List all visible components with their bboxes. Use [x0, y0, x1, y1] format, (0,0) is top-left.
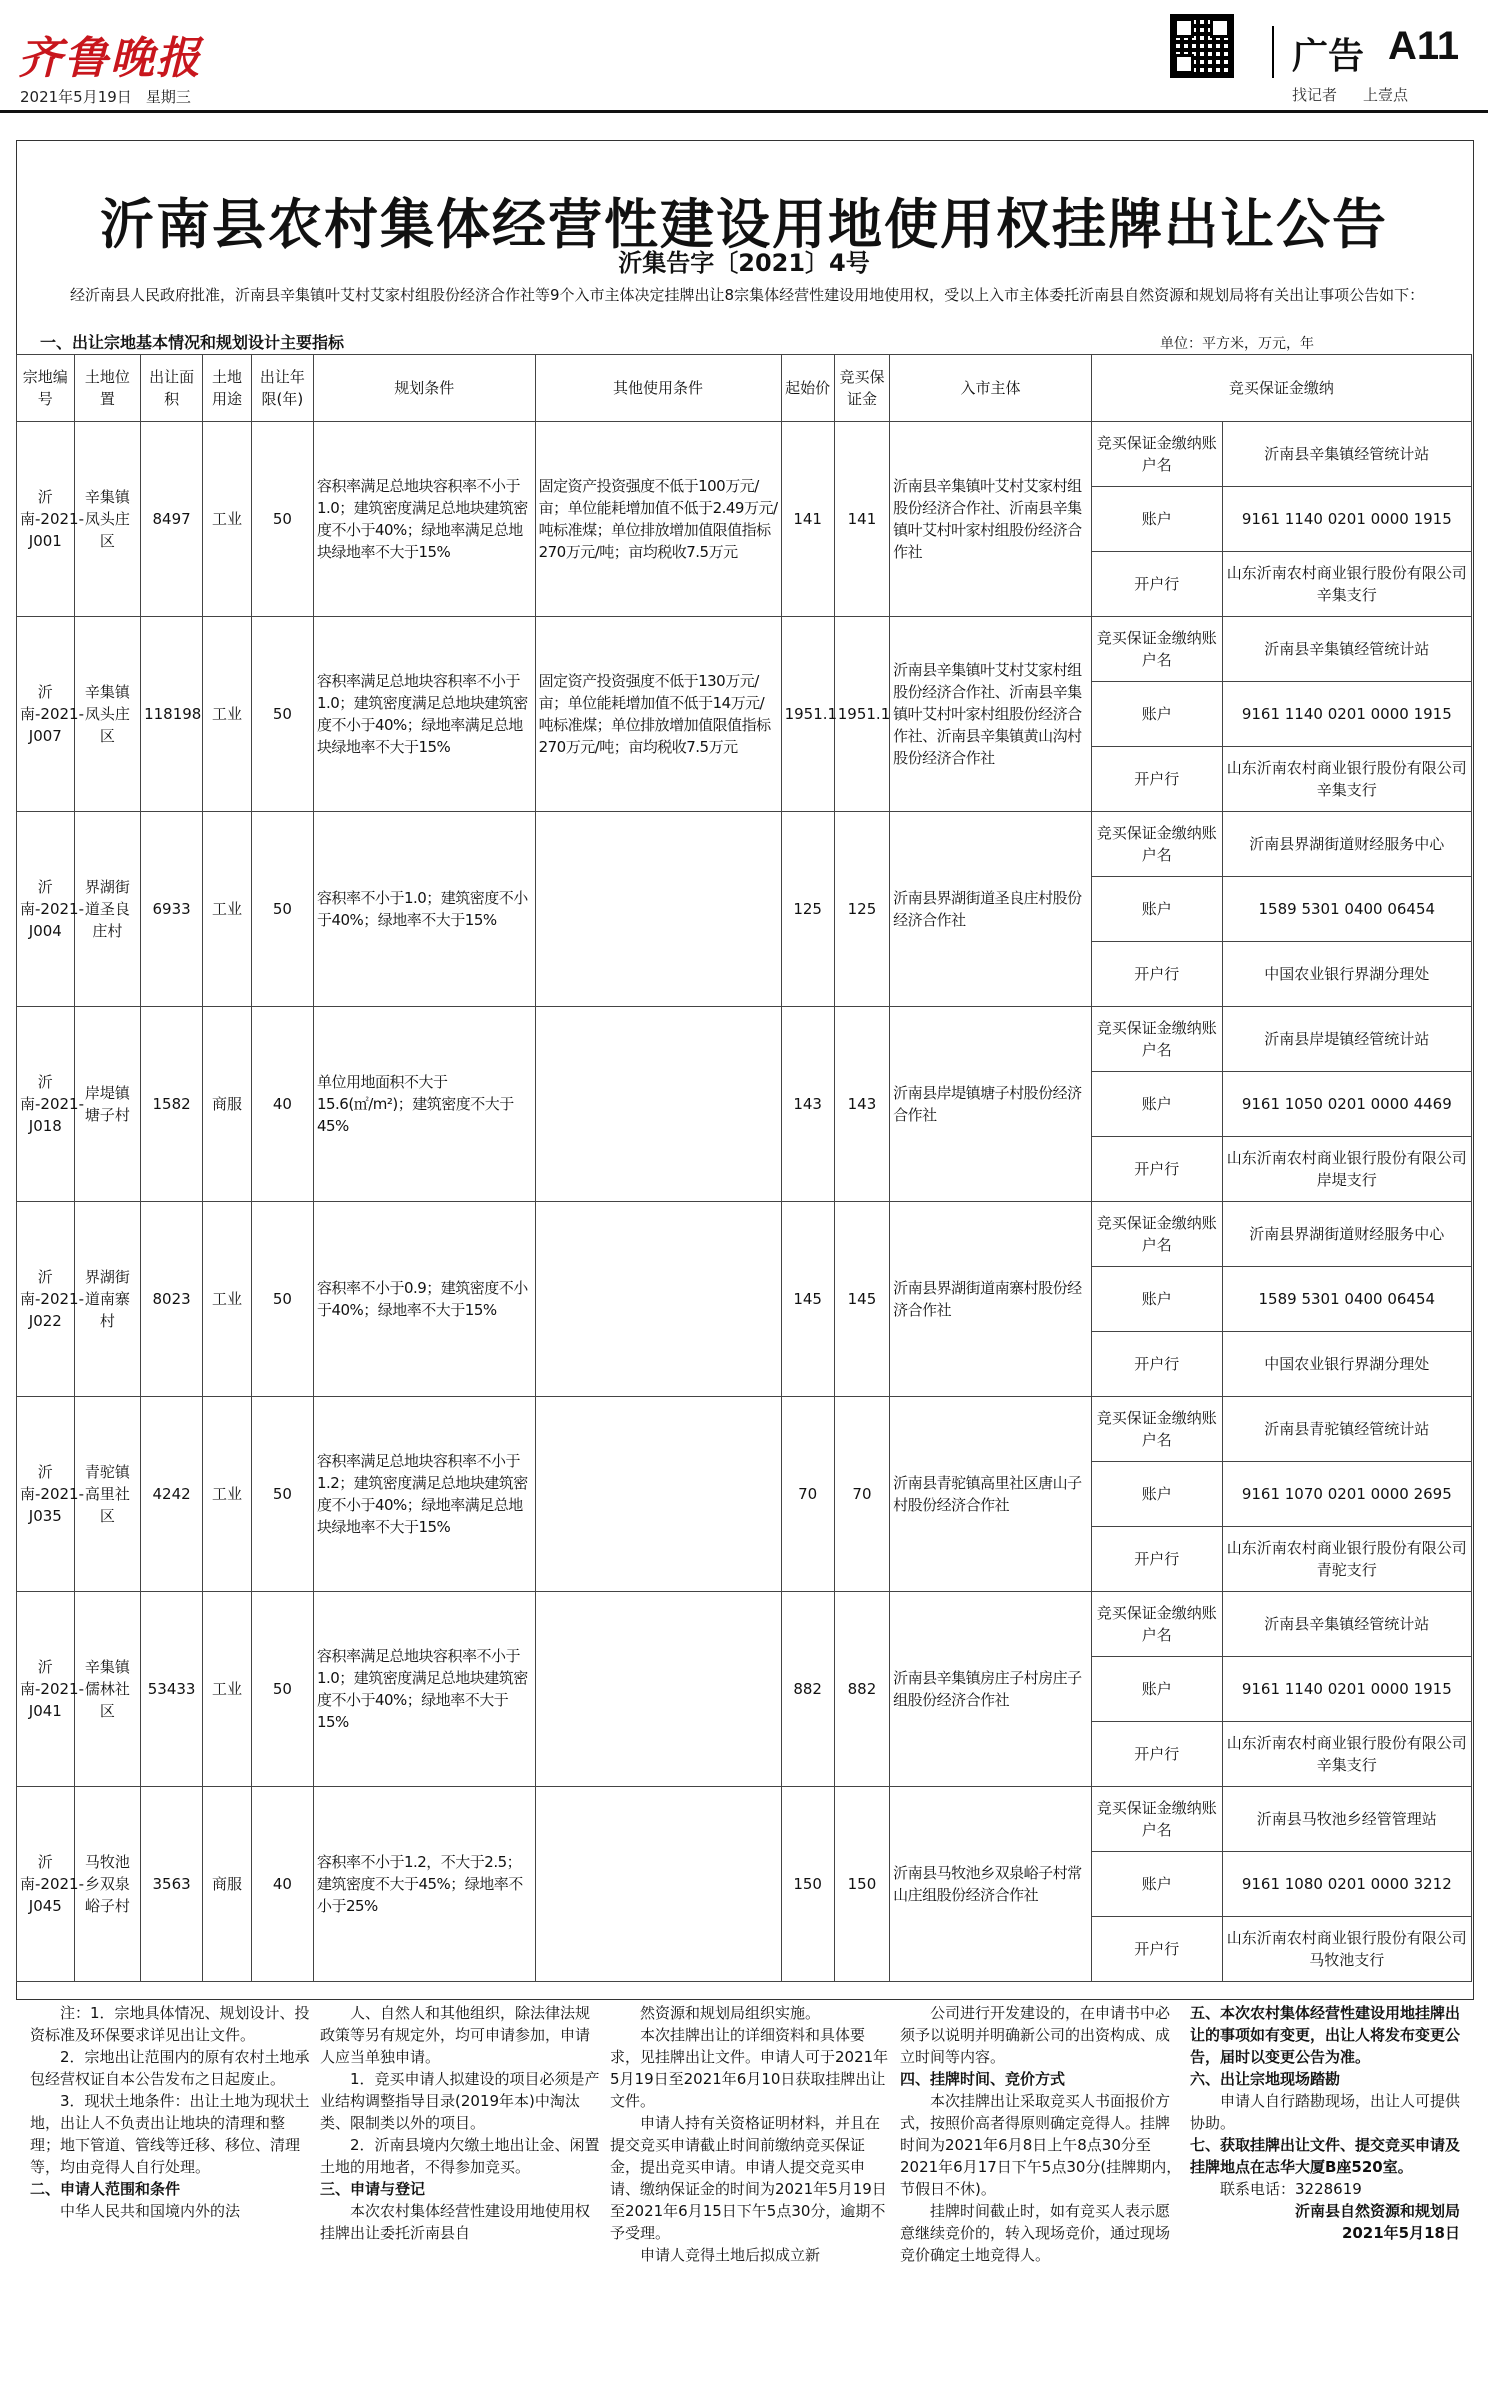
- parcel-area: 8497: [141, 422, 203, 617]
- account-name-label: 竞买保证金缴纳账户名: [1091, 1592, 1222, 1657]
- parcel-use: 工业: [203, 1202, 252, 1397]
- account-name-label: 竞买保证金缴纳账户名: [1091, 1202, 1222, 1267]
- account-number-label: 账户: [1091, 877, 1222, 942]
- bank-name: 山东沂南农村商业银行股份有限公司青驼支行: [1222, 1527, 1471, 1592]
- start-price: 143: [781, 1007, 834, 1202]
- start-price: 1951.1: [781, 617, 834, 812]
- account-name-label: 竞买保证金缴纳账户名: [1091, 422, 1222, 487]
- header-payment: 竞买保证金缴纳: [1091, 355, 1471, 422]
- parcel-term: 50: [251, 1202, 313, 1397]
- parcel-area: 118198: [141, 617, 203, 812]
- other-conditions: 固定资产投资强度不低于100万元/亩；单位能耗增加值不低于2.49万元/吨标准煤；单位排放增加值限值指标270万元/吨；亩均税收7.5万元: [535, 422, 781, 617]
- header-id: 宗地编号: [17, 355, 75, 422]
- account-name: 沂南县辛集镇经管统计站: [1222, 422, 1471, 487]
- parcel-id: 沂南-2021-J001: [17, 422, 75, 617]
- bank-name-label: 开户行: [1091, 1722, 1222, 1787]
- page-number: A11: [1388, 24, 1460, 68]
- planning-conditions: 容积率不小于1.0；建筑密度不小于40%；绿地率不大于15%: [313, 812, 535, 1007]
- planning-conditions: 容积率不小于1.2，不大于2.5；建筑密度不大于45%；绿地率不小于25%: [313, 1787, 535, 1982]
- planning-conditions: 容积率满足总地块容积率不小于1.0；建筑密度满足总地块建筑密度不小于40%；绿地率不大于15%: [313, 1592, 535, 1787]
- notes-paragraph: 中华人民共和国境内外的法: [60, 2202, 241, 2220]
- parcel-id: 沂南-2021-J041: [17, 1592, 75, 1787]
- parcel-area: 4242: [141, 1397, 203, 1592]
- bank-name: 山东沂南农村商业银行股份有限公司辛集支行: [1222, 747, 1471, 812]
- bank-name-label: 开户行: [1091, 552, 1222, 617]
- newspaper-logo: 齐鲁晚报: [18, 33, 202, 84]
- bank-name: 中国农业银行界湖分理处: [1222, 1332, 1471, 1397]
- planning-conditions: 容积率满足总地块容积率不小于1.2；建筑密度满足总地块建筑密度不小于40%；绿地率满足总地块绿地率不大于15%: [313, 1397, 535, 1592]
- parcel-use: 商服: [203, 1007, 252, 1202]
- other-conditions: [535, 812, 781, 1007]
- notice-title: 沂南县农村集体经营性建设用地使用权挂牌出让公告: [100, 193, 1388, 256]
- notes-heading: 五、本次农村集体经营性建设用地挂牌出让的事项如有变更，出让人将发布变更公告，届时以变更公告为准。: [1190, 2004, 1461, 2066]
- header-use: 土地用途: [203, 355, 252, 422]
- market-subject: 沂南县界湖街道圣良庄村股份经济合作社: [890, 812, 1092, 1007]
- account-number: 9161 1140 0201 0000 1915: [1222, 682, 1471, 747]
- account-number-label: 账户: [1091, 682, 1222, 747]
- header-term: 出让年限(年): [251, 355, 313, 422]
- planning-conditions: 容积率不小于0.9；建筑密度不小于40%；绿地率不大于15%: [313, 1202, 535, 1397]
- unit-note: 单位：平方米，万元，年: [1160, 336, 1314, 352]
- section-heading: 一、出让宗地基本情况和规划设计主要指标: [40, 333, 345, 352]
- parcel-id: 沂南-2021-J007: [17, 617, 75, 812]
- notes-column-2: [320, 2002, 602, 2244]
- parcel-area: 1582: [141, 1007, 203, 1202]
- other-conditions: [535, 1202, 781, 1397]
- bank-name: 山东沂南农村商业银行股份有限公司马牧池支行: [1222, 1917, 1471, 1982]
- account-name: 沂南县马牧池乡经管管理站: [1222, 1787, 1471, 1852]
- start-price: 141: [781, 422, 834, 617]
- bank-name-label: 开户行: [1091, 942, 1222, 1007]
- table-row: [17, 1202, 1472, 1267]
- find-reporter-link[interactable]: 找记者: [1292, 86, 1338, 104]
- header-deposit: 竞买保证金: [834, 355, 889, 422]
- deposit-amount: 150: [834, 1787, 889, 1982]
- section-name: 广告: [1292, 36, 1365, 77]
- parcel-location: 辛集镇儒林社区: [74, 1592, 140, 1787]
- account-number-label: 账户: [1091, 1072, 1222, 1137]
- table-row: [17, 1592, 1472, 1657]
- sign-date: 2021年5月18日: [1341, 2224, 1460, 2242]
- account-number-label: 账户: [1091, 1462, 1222, 1527]
- bank-name: 山东沂南农村商业银行股份有限公司辛集支行: [1222, 552, 1471, 617]
- account-name: 沂南县界湖街道财经服务中心: [1222, 1202, 1471, 1267]
- parcel-location: 界湖街道南寨村: [74, 1202, 140, 1397]
- parcel-use: 工业: [203, 1592, 252, 1787]
- account-name-label: 竞买保证金缴纳账户名: [1091, 812, 1222, 877]
- parcel-location: 马牧池乡双泉峪子村: [74, 1787, 140, 1982]
- account-number: 9161 1070 0201 0000 2695: [1222, 1462, 1471, 1527]
- notes-heading: 二、申请人范围和条件: [30, 2180, 181, 2198]
- signature: 沂南县自然资源和规划局: [1294, 2202, 1460, 2220]
- bank-name-label: 开户行: [1091, 1332, 1222, 1397]
- table-row: [17, 422, 1472, 487]
- parcel-area: 53433: [141, 1592, 203, 1787]
- account-name-label: 竞买保证金缴纳账户名: [1091, 1787, 1222, 1852]
- market-subject: 沂南县辛集镇房庄子村房庄子组股份经济合作社: [890, 1592, 1092, 1787]
- notes-paragraph: 2．沂南县境内欠缴土地出让金、闲置土地的用地者，不得参加竞买。: [320, 2136, 600, 2176]
- notes-paragraph: 本次挂牌出让的详细资料和具体要求，见挂牌出让文件。申请人可于2021年5月19日至2021年6月10日获取挂牌出让文件。: [610, 2026, 889, 2110]
- notes-paragraph: 挂牌时间截止时，如有竞买人表示愿意继续竞价的，转入现场竞价，通过现场竞价确定土地竞得人。: [900, 2202, 1171, 2264]
- market-subject: 沂南县马牧池乡双泉峪子村常山庄组股份经济合作社: [890, 1787, 1092, 1982]
- bank-name-label: 开户行: [1091, 747, 1222, 812]
- notes-section: [16, 2002, 1472, 2362]
- table-row: [17, 617, 1472, 682]
- bank-name-label: 开户行: [1091, 1527, 1222, 1592]
- divider: [1272, 26, 1274, 78]
- bank-name: 山东沂南农村商业银行股份有限公司辛集支行: [1222, 1722, 1471, 1787]
- document-number: 沂集告字〔2021〕4号: [618, 249, 870, 277]
- account-name-label: 竞买保证金缴纳账户名: [1091, 617, 1222, 682]
- notes-paragraph: 联系电话：3228619: [1220, 2180, 1362, 2198]
- bank-name-label: 开户行: [1091, 1917, 1222, 1982]
- account-name: 沂南县青驼镇经管统计站: [1222, 1397, 1471, 1462]
- account-number-label: 账户: [1091, 1267, 1222, 1332]
- notes-column-5: [1190, 2002, 1460, 2244]
- other-conditions: 固定资产投资强度不低于130万元/亩；单位能耗增加值不低于14万元/吨标准煤；单位排放增加值限值指标270万元/吨；亩均税收7.5万元: [535, 617, 781, 812]
- planning-conditions: 容积率满足总地块容积率不小于1.0；建筑密度满足总地块建筑密度不小于40%；绿地率满足总地块绿地率不大于15%: [313, 617, 535, 812]
- parcel-id: 沂南-2021-J004: [17, 812, 75, 1007]
- market-subject: 沂南县辛集镇叶艾村艾家村组股份经济合作社、沂南县辛集镇叶艾村叶家村组股份经济合作社: [890, 422, 1092, 617]
- other-conditions: [535, 1787, 781, 1982]
- deposit-amount: 1951.1: [834, 617, 889, 812]
- account-name-label: 竞买保证金缴纳账户名: [1091, 1007, 1222, 1072]
- bank-name: 山东沂南农村商业银行股份有限公司岸堤支行: [1222, 1137, 1471, 1202]
- table-row: [17, 1007, 1472, 1072]
- notes-paragraph: 申请人竞得土地后拟成立新: [640, 2246, 821, 2264]
- parcel-area: 8023: [141, 1202, 203, 1397]
- start-price: 150: [781, 1787, 834, 1982]
- notes-paragraph: 3．现状土地条件：出让土地为现状土地，出让人不负责出让地块的清理和整理；地下管道、管线等迁移、移位、清理等，均由竞得人自行处理。: [30, 2092, 310, 2176]
- parcel-id: 沂南-2021-J035: [17, 1397, 75, 1592]
- account-number-label: 账户: [1091, 1852, 1222, 1917]
- deposit-amount: 141: [834, 422, 889, 617]
- parcel-location: 界湖街道圣良庄村: [74, 812, 140, 1007]
- masthead-rule: [0, 110, 1488, 113]
- account-number-label: 账户: [1091, 487, 1222, 552]
- start-price: 145: [781, 1202, 834, 1397]
- notes-heading: 四、挂牌时间、竞价方式: [900, 2070, 1066, 2088]
- notes-paragraph: 然资源和规划局组织实施。: [640, 2004, 821, 2022]
- masthead-links: [1292, 84, 1434, 105]
- deposit-amount: 143: [834, 1007, 889, 1202]
- bank-name-label: 开户行: [1091, 1137, 1222, 1202]
- notes-heading: 七、获取挂牌出让文件、提交竞买申请及挂牌地点在志华大厦B座520室。: [1190, 2136, 1461, 2176]
- parcel-use: 工业: [203, 812, 252, 1007]
- header-other: 其他使用条件: [535, 355, 781, 422]
- notes-column-4: [900, 2002, 1182, 2266]
- market-subject: 沂南县界湖街道南寨村股份经济合作社: [890, 1202, 1092, 1397]
- parcel-use: 工业: [203, 1397, 252, 1592]
- bank-name: 中国农业银行界湖分理处: [1222, 942, 1471, 1007]
- account-number: 9161 1080 0201 0000 3212: [1222, 1852, 1471, 1917]
- account-number-label: 账户: [1091, 1657, 1222, 1722]
- account-name-label: 竞买保证金缴纳账户名: [1091, 1397, 1222, 1462]
- header-planning: 规划条件: [313, 355, 535, 422]
- start-price: 125: [781, 812, 834, 1007]
- notes-paragraph: 申请人持有关资格证明材料，并且在提交竞买申请截止时间前缴纳竞买保证金，提出竞买申请。申请人提交竞买申请、缴纳保证金的时间为2021年5月19日至2021年6月15日下午5点30分，逾期不予受理。: [610, 2114, 887, 2242]
- account-number: 1589 5301 0400 06454: [1222, 877, 1471, 942]
- other-conditions: [535, 1397, 781, 1592]
- notes-column-1: [30, 2002, 312, 2222]
- account-name: 沂南县界湖街道财经服务中心: [1222, 812, 1471, 877]
- notes-paragraph: 人、自然人和其他组织，除法律法规政策等另有规定外，均可申请参加，申请人应当单独申请。: [320, 2004, 591, 2066]
- header-subject: 入市主体: [890, 355, 1092, 422]
- parcel-area: 3563: [141, 1787, 203, 1982]
- other-conditions: [535, 1007, 781, 1202]
- table-row: [17, 1397, 1472, 1462]
- deposit-amount: 70: [834, 1397, 889, 1592]
- start-price: 882: [781, 1592, 834, 1787]
- header-start-price: 起始价: [781, 355, 834, 422]
- parcel-location: 岸堤镇塘子村: [74, 1007, 140, 1202]
- account-name: 沂南县岸堤镇经管统计站: [1222, 1007, 1471, 1072]
- masthead: [0, 0, 1488, 120]
- market-subject: 沂南县青驼镇高里社区唐山子村股份经济合作社: [890, 1397, 1092, 1592]
- account-number: 9161 1140 0201 0000 1915: [1222, 487, 1471, 552]
- weekday-text: 星期三: [145, 88, 191, 106]
- parcel-term: 50: [251, 617, 313, 812]
- notes-paragraph: 2．宗地出让范围内的原有农村土地承包经营权证自本公告发布之日起废止。: [30, 2048, 310, 2088]
- parcel-use: 工业: [203, 617, 252, 812]
- parcel-id: 沂南-2021-J018: [17, 1007, 75, 1202]
- notes-paragraph: 1．竞买申请人拟建设的项目必须是产业结构调整指导目录(2019年本)中淘汰类、限制类以外的项目。: [320, 2070, 600, 2132]
- account-number: 9161 1140 0201 0000 1915: [1222, 1657, 1471, 1722]
- header-location: 土地位置: [74, 355, 140, 422]
- parcel-id: 沂南-2021-J045: [17, 1787, 75, 1982]
- notes-paragraph: 本次农村集体经营性建设用地使用权挂牌出让委托沂南县自: [320, 2202, 591, 2242]
- market-subject: 沂南县岸堤镇塘子村股份经济合作社: [890, 1007, 1092, 1202]
- notes-heading: 六、出让宗地现场踏勘: [1190, 2070, 1341, 2088]
- parcel-term: 50: [251, 1397, 313, 1592]
- shangyidian-link[interactable]: 上壹点: [1363, 86, 1409, 104]
- planning-conditions: 容积率满足总地块容积率不小于1.0；建筑密度满足总地块建筑密度不小于40%；绿地率满足总地块绿地率不大于15%: [313, 422, 535, 617]
- notes-paragraph: 申请人自行踏勘现场，出让人可提供协助。: [1190, 2092, 1461, 2132]
- account-name: 沂南县辛集镇经管统计站: [1222, 617, 1471, 682]
- deposit-amount: 145: [834, 1202, 889, 1397]
- header-area: 出让面积: [141, 355, 203, 422]
- parcel-use: 商服: [203, 1787, 252, 1982]
- account-number: 9161 1050 0201 0000 4469: [1222, 1072, 1471, 1137]
- parcel-term: 50: [251, 422, 313, 617]
- table-row: [17, 1787, 1472, 1852]
- account-number: 1589 5301 0400 06454: [1222, 1267, 1471, 1332]
- qr-code-icon: [1170, 14, 1234, 78]
- parcel-location: 青驼镇高里社区: [74, 1397, 140, 1592]
- notes-paragraph: 公司进行开发建设的，在申请书中必须予以说明并明确新公司的出资构成、成立时间等内容。: [900, 2004, 1171, 2066]
- parcel-location: 辛集镇凤头庄区: [74, 422, 140, 617]
- table-row: [17, 812, 1472, 877]
- start-price: 70: [781, 1397, 834, 1592]
- table-header-row: [17, 355, 1472, 422]
- notes-heading: 三、申请与登记: [320, 2180, 426, 2198]
- notes-column-3: [610, 2002, 892, 2266]
- other-conditions: [535, 1592, 781, 1787]
- deposit-amount: 882: [834, 1592, 889, 1787]
- parcel-term: 50: [251, 1592, 313, 1787]
- parcel-location: 辛集镇凤头庄区: [74, 617, 140, 812]
- parcel-term: 40: [251, 1007, 313, 1202]
- land-parcel-table: [16, 354, 1472, 1982]
- deposit-amount: 125: [834, 812, 889, 1007]
- notes-paragraph: 注：1．宗地具体情况、规划设计、投资标准及环保要求详见出让文件。: [30, 2004, 310, 2044]
- date-text: 2021年5月19日: [20, 88, 132, 106]
- intro-paragraph: 经沂南县人民政府批准，沂南县辛集镇叶艾村艾家村组股份经济合作社等9个入市主体决定挂牌出让8宗集体经营性建设用地使用权，受以上入市主体委托沂南县自然资源和规划局将有关出让事项公告如下：: [70, 286, 1425, 304]
- market-subject: 沂南县辛集镇叶艾村艾家村组股份经济合作社、沂南县辛集镇叶艾村叶家村组股份经济合作社、沂南县辛集镇黄山沟村股份经济合作社: [890, 617, 1092, 812]
- parcel-term: 40: [251, 1787, 313, 1982]
- planning-conditions: 单位用地面积不大于15.6(㎡/m²)；建筑密度不大于45%: [313, 1007, 535, 1202]
- parcel-term: 50: [251, 812, 313, 1007]
- parcel-area: 6933: [141, 812, 203, 1007]
- issue-date: [20, 86, 205, 107]
- account-name: 沂南县辛集镇经管统计站: [1222, 1592, 1471, 1657]
- parcel-use: 工业: [203, 422, 252, 617]
- parcel-id: 沂南-2021-J022: [17, 1202, 75, 1397]
- notes-paragraph: 本次挂牌出让采取竞买人书面报价方式，按照价高者得原则确定竞得人。挂牌时间为2021年6月8日上午8点30分至2021年6月17日下午5点30分(挂牌期内，节假日不休)。: [900, 2092, 1182, 2198]
